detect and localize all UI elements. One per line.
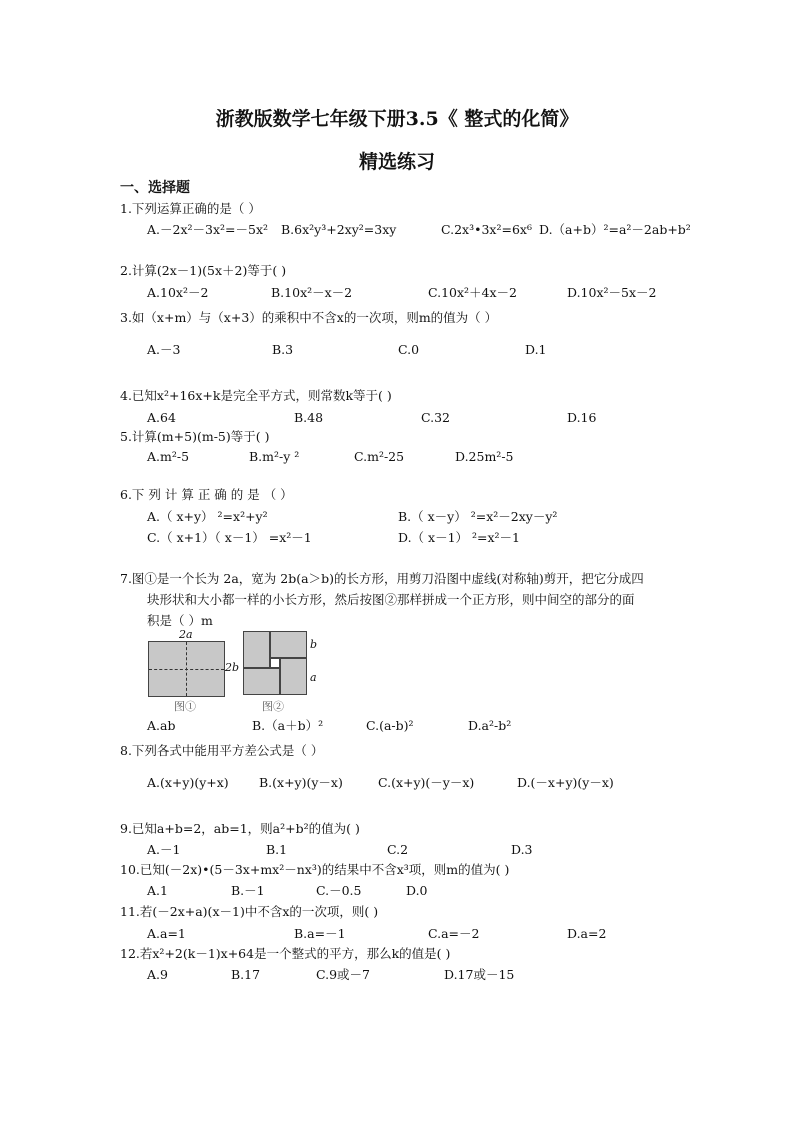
question-11-option-c: C.a=－2 — [428, 926, 480, 941]
question-7-stem-line-3: 积是（ ）m — [147, 613, 213, 628]
question-8-option-c: C.(x+y)(－y－x) — [378, 775, 475, 790]
question-7-option-d: D.a²-b² — [468, 718, 512, 733]
question-11-option-b: B.a=－1 — [294, 926, 346, 941]
question-1-option-a: A.－2x²－3x²=－5x² — [147, 222, 269, 237]
figure-1-label-2b: 2b — [225, 661, 240, 674]
question-5-option-a: A.m²-5 — [147, 449, 190, 464]
question-3-option-c: C.0 — [398, 342, 420, 357]
figure-2-label-b: b — [310, 638, 318, 651]
question-2-stem: 2.计算(2x－1)(5x＋2)等于( ) — [120, 263, 287, 278]
question-5-stem: 5.计算(m+5)(m-5)等于( ) — [120, 429, 270, 444]
question-5-option-c: C.m²-25 — [354, 449, 405, 464]
question-3-stem: 3.如（x+m）与（x+3）的乘积中不含x的一次项，则m的值为（ ） — [120, 310, 498, 325]
question-9-option-d: D.3 — [511, 842, 533, 857]
figure-2-label-a: a — [310, 671, 317, 684]
question-3-option-b: B.3 — [272, 342, 294, 357]
question-6-option-c: C.（ x+1）（ x－1） =x²－1 — [147, 530, 312, 545]
question-7-option-a: A.ab — [147, 718, 176, 733]
question-11-option-a: A.a=1 — [147, 926, 186, 941]
question-6-option-d: D.（ x－1） ²=x²－1 — [398, 530, 520, 545]
figure-2-piece-top-left — [243, 631, 270, 668]
question-8-option-b: B.(x+y)(y－x) — [259, 775, 343, 790]
figure-2-caption: 图② — [262, 700, 284, 713]
question-1-option-d: D.（a+b）²=a²－2ab+b² — [539, 222, 691, 237]
question-8-option-d: D.(－x+y)(y－x) — [517, 775, 614, 790]
question-6-option-b: B.（ x－y） ²=x²－2xy－y² — [398, 509, 558, 524]
figure-2-piece-top-right — [270, 631, 307, 658]
question-12-option-c: C.9或－7 — [316, 967, 370, 982]
question-11-option-d: D.a=2 — [567, 926, 607, 941]
question-9-option-c: C.2 — [387, 842, 409, 857]
figure-1-horizontal-dashed-line — [149, 669, 224, 670]
question-4-stem: 4.已知x²+16x+k是完全平方式，则常数k等于( ) — [120, 388, 392, 403]
question-12-stem: 12.若x²+2(k－1)x+64是一个整式的平方，那么k的值是( ) — [120, 946, 451, 961]
section-heading: 一、选择题 — [120, 180, 190, 196]
question-3-option-a: A.－3 — [147, 342, 181, 357]
question-5-option-b: B.m²-y ² — [249, 449, 300, 464]
figure-2-piece-bottom-right — [280, 658, 307, 695]
question-3-option-d: D.1 — [525, 342, 547, 357]
document-subtitle: 精选练习 — [358, 151, 435, 173]
figure-2-square — [243, 631, 307, 695]
question-1-option-c: C.2x³•3x²=6x⁶ — [441, 222, 532, 237]
question-2-option-c: C.10x²＋4x－2 — [428, 285, 518, 300]
question-5-option-d: D.25m²-5 — [455, 449, 514, 464]
question-12-option-d: D.17或－15 — [444, 967, 515, 982]
question-12-option-a: A.9 — [147, 967, 168, 982]
question-7-stem-line-1: 7.图①是一个长为 2a，宽为 2b(a＞b)的长方形，用剪刀沿图中虚线(对称轴)剪开，把它分成四 — [120, 571, 644, 586]
figure-2-piece-bottom-left — [243, 668, 280, 695]
question-1-stem: 1.下列运算正确的是（ ） — [120, 201, 261, 216]
question-10-option-a: A.1 — [147, 883, 168, 898]
question-1-option-b: B.6x²y³+2xy²=3xy — [281, 222, 397, 237]
question-10-option-b: B.－1 — [231, 883, 265, 898]
question-4-option-a: A.64 — [147, 410, 176, 425]
question-2-option-b: B.10x²－x－2 — [271, 285, 353, 300]
question-7-option-b: B.（a＋b）² — [252, 718, 324, 733]
question-10-option-d: D.0 — [406, 883, 428, 898]
question-11-stem: 11.若(－2x+a)(x－1)中不含x的一次项，则( ) — [120, 904, 379, 919]
question-12-option-b: B.17 — [231, 967, 261, 982]
question-9-option-a: A.－1 — [147, 842, 181, 857]
question-4-option-b: B.48 — [294, 410, 324, 425]
question-7-stem-line-2: 块形状和大小都一样的小长方形，然后按图②那样拼成一个正方形，则中间空的部分的面 — [147, 592, 635, 607]
question-2-option-d: D.10x²－5x－2 — [567, 285, 657, 300]
question-9-option-b: B.1 — [266, 842, 288, 857]
question-2-option-a: A.10x²－2 — [147, 285, 209, 300]
question-9-stem: 9.已知a+b=2，ab=1，则a²+b²的值为( ) — [120, 821, 360, 836]
question-6-option-a: A.（ x+y） ²=x²+y² — [147, 509, 268, 524]
question-6-stem: 6.下 列 计 算 正 确 的 是 （ ） — [120, 487, 293, 502]
question-10-option-c: C.－0.5 — [316, 883, 362, 898]
question-4-option-c: C.32 — [421, 410, 450, 425]
figure-1-caption: 图① — [174, 700, 196, 713]
figure-2-center-hole — [270, 658, 280, 668]
figure-1-label-2a: 2a — [179, 628, 193, 641]
question-10-stem: 10.已知(－2x)•(5－3x+mx²－nx³)的结果中不含x³项，则m的值为( ) — [120, 862, 510, 877]
question-7-option-c: C.(a-b)² — [366, 718, 414, 733]
figure-1-rectangle — [148, 641, 225, 697]
question-8-stem: 8.下列各式中能用平方差公式是（ ） — [120, 743, 324, 758]
document-title: 浙教版数学七年级下册3.5《 整式的化简》 — [215, 108, 579, 130]
question-4-option-d: D.16 — [567, 410, 597, 425]
question-8-option-a: A.(x+y)(y+x) — [147, 775, 229, 790]
